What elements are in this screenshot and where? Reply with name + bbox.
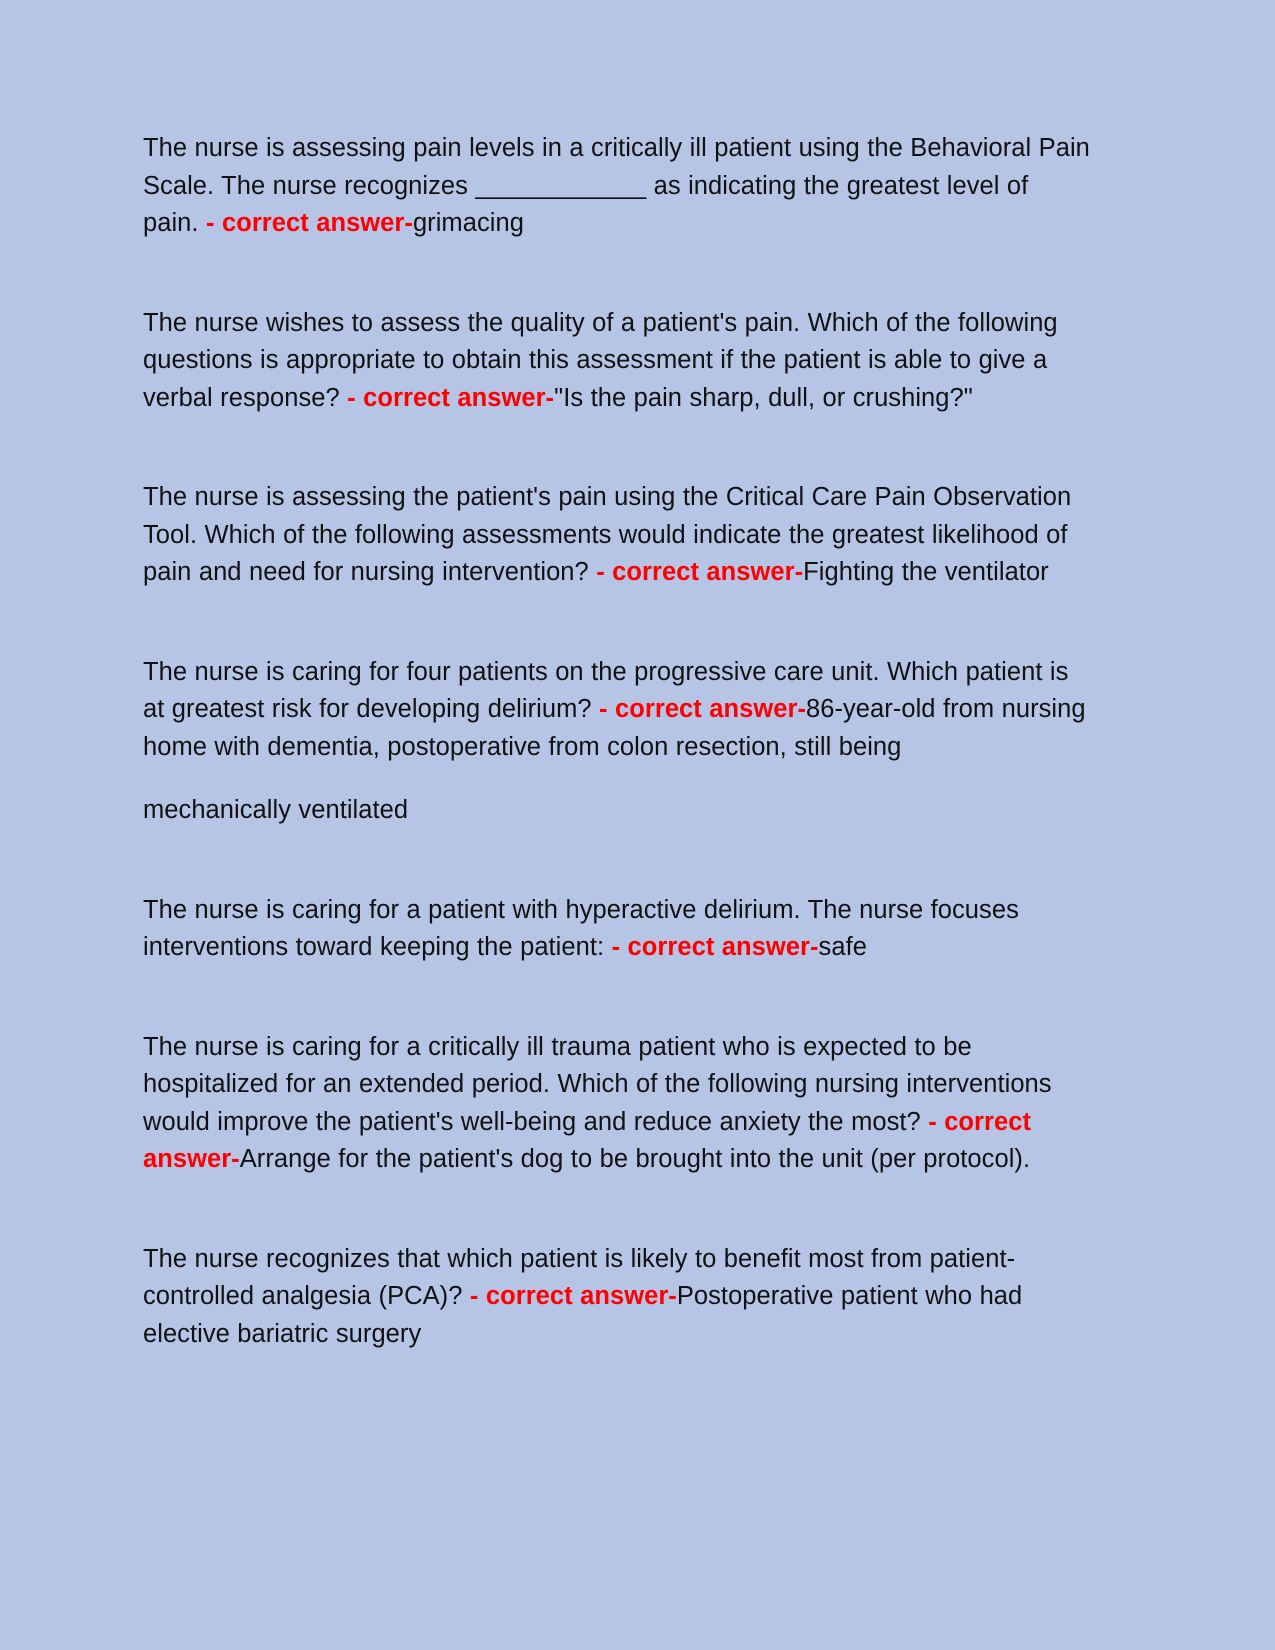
correct-answer-marker: - correct answer- — [596, 558, 804, 586]
qa-block — [143, 479, 1090, 592]
answer-text: grimacing — [412, 209, 524, 237]
qa-list — [143, 130, 1090, 1353]
correct-answer-marker: - correct answer- — [347, 383, 555, 412]
qa-block — [143, 1241, 1090, 1354]
answer-text: Fighting the ventilator — [803, 558, 1049, 586]
correct-answer-marker: - correct answer- — [611, 933, 819, 961]
answer-text-continued: mechanically ventilated — [143, 796, 409, 824]
question-text: The nurse recognizes that which patient is likely to benefit most from patient-controlled analgesia (PCA)? — [143, 1244, 1016, 1310]
answer-text: 86-year-old from nursing home with dementia, postoperative from colon resection, still being — [143, 695, 1086, 761]
answer-text: "Is the pain sharp, dull, or crushing?" — [554, 383, 973, 412]
qa-block — [143, 305, 1090, 418]
correct-answer-marker: - correct answer- — [469, 1282, 677, 1310]
qa-block — [143, 130, 1090, 243]
qa-block — [143, 1029, 1090, 1179]
answer-text: Arrange for the patient's dog to be brought into the unit (per protocol). — [239, 1145, 1031, 1173]
answer-text: safe — [818, 933, 867, 961]
correct-answer-marker: - correct answer- — [205, 209, 413, 237]
question-text: The nurse is caring for four patients on the progressive care unit. Which patient is at greatest risk for developing delirium? — [143, 657, 1069, 723]
correct-answer-marker: - correct answer- — [599, 695, 806, 723]
question-text: The nurse is caring for a critically ill trauma patient who is expected to be hospitalized for an extended period. Which of the following nursing interventions would improve the patient's well-being and reduce anxiety the most? — [143, 1032, 1052, 1136]
question-text: The nurse is caring for a patient with hyperactive delirium. The nurse focuses interventions toward keeping the patient: — [143, 895, 1019, 961]
qa-block — [143, 892, 1090, 967]
question-text: The nurse is assessing the patient's pain using the Critical Care Pain Observation Tool. Which of the following assessments would indicate the greatest likelihood of pain and need for nursing intervention? — [143, 483, 1072, 586]
correct-answer-marker: - correct answer- — [143, 1107, 1032, 1173]
qa-block — [143, 654, 1090, 830]
answer-text: Postoperative patient who had elective bariatric surgery — [143, 1282, 1023, 1348]
question-text: The nurse wishes to assess the quality of a patient's pain. Which of the following questions is appropriate to obtain this assessment if the patient is able to give a verbal response? — [143, 308, 1058, 412]
question-text: The nurse is assessing pain levels in a critically ill patient using the Behavioral Pain Scale. The nurse recognizes ____________ as indicating the greatest level of pain. — [143, 134, 1090, 237]
